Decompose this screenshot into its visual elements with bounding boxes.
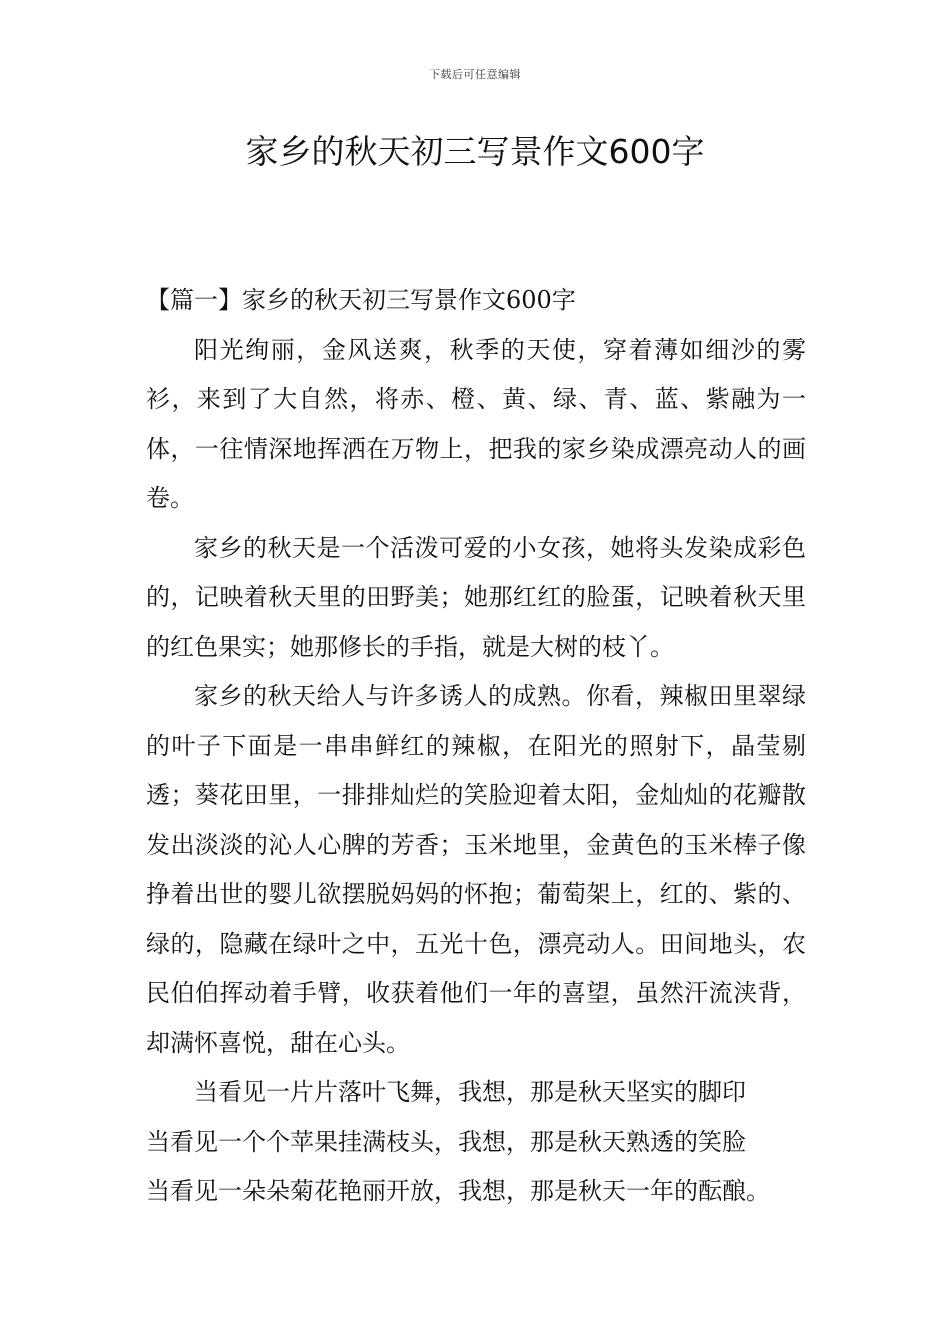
section-heading: 【篇一】家乡的秋天初三写景作文600字	[146, 286, 576, 314]
closing-line-1: 当看见一片片落叶飞舞，我想，那是秋天坚实的脚印	[194, 1078, 746, 1106]
download-note: 下载后可任意编辑	[429, 68, 521, 81]
paragraph-2: 家乡的秋天是一个活泼可爱的小女孩，她将头发染成彩色的，记映着秋天里的田野美；她那红红的脸蛋，记映着秋天里的红色果实；她那修长的手指，就是大树的枝丫。	[146, 533, 806, 661]
closing-line-3: 当看见一朵朵菊花艳丽开放，我想，那是秋天一年的酝酿。	[146, 1177, 770, 1205]
document-body	[146, 276, 806, 1217]
paragraph-3: 家乡的秋天给人与许多诱人的成熟。你看，辣椒田里翠绿的叶子下面是一串串鲜红的辣椒，在阳光的照射下，晶莹剔透；葵花田里，一排排灿烂的笑脸迎着太阳，金灿灿的花瓣散发出淡淡的沁人心脾的芳香；玉米地里，金黄色的玉米棒子像挣着出世的婴儿欲摆脱妈妈的怀抱；葡萄架上，红的、紫的、绿的，隐藏在绿叶之中，五光十色，漂亮动人。田间地头，农民伯伯挥动着手臂，收获着他们一年的喜望，虽然汗流浃背，却满怀喜悦，甜在心头。	[146, 682, 806, 1057]
document-title: 家乡的秋天初三写景作文600字	[245, 132, 705, 171]
closing-line-2: 当看见一个个苹果挂满枝头，我想，那是秋天熟透的笑脸	[146, 1127, 746, 1156]
paragraph-1: 阳光绚丽，金风送爽，秋季的天使，穿着薄如细沙的雾衫，来到了大自然，将赤、橙、黄、绿、青、蓝、紫融为一体，一往情深地挥洒在万物上，把我的家乡染成漂亮动人的画卷。	[146, 335, 806, 512]
